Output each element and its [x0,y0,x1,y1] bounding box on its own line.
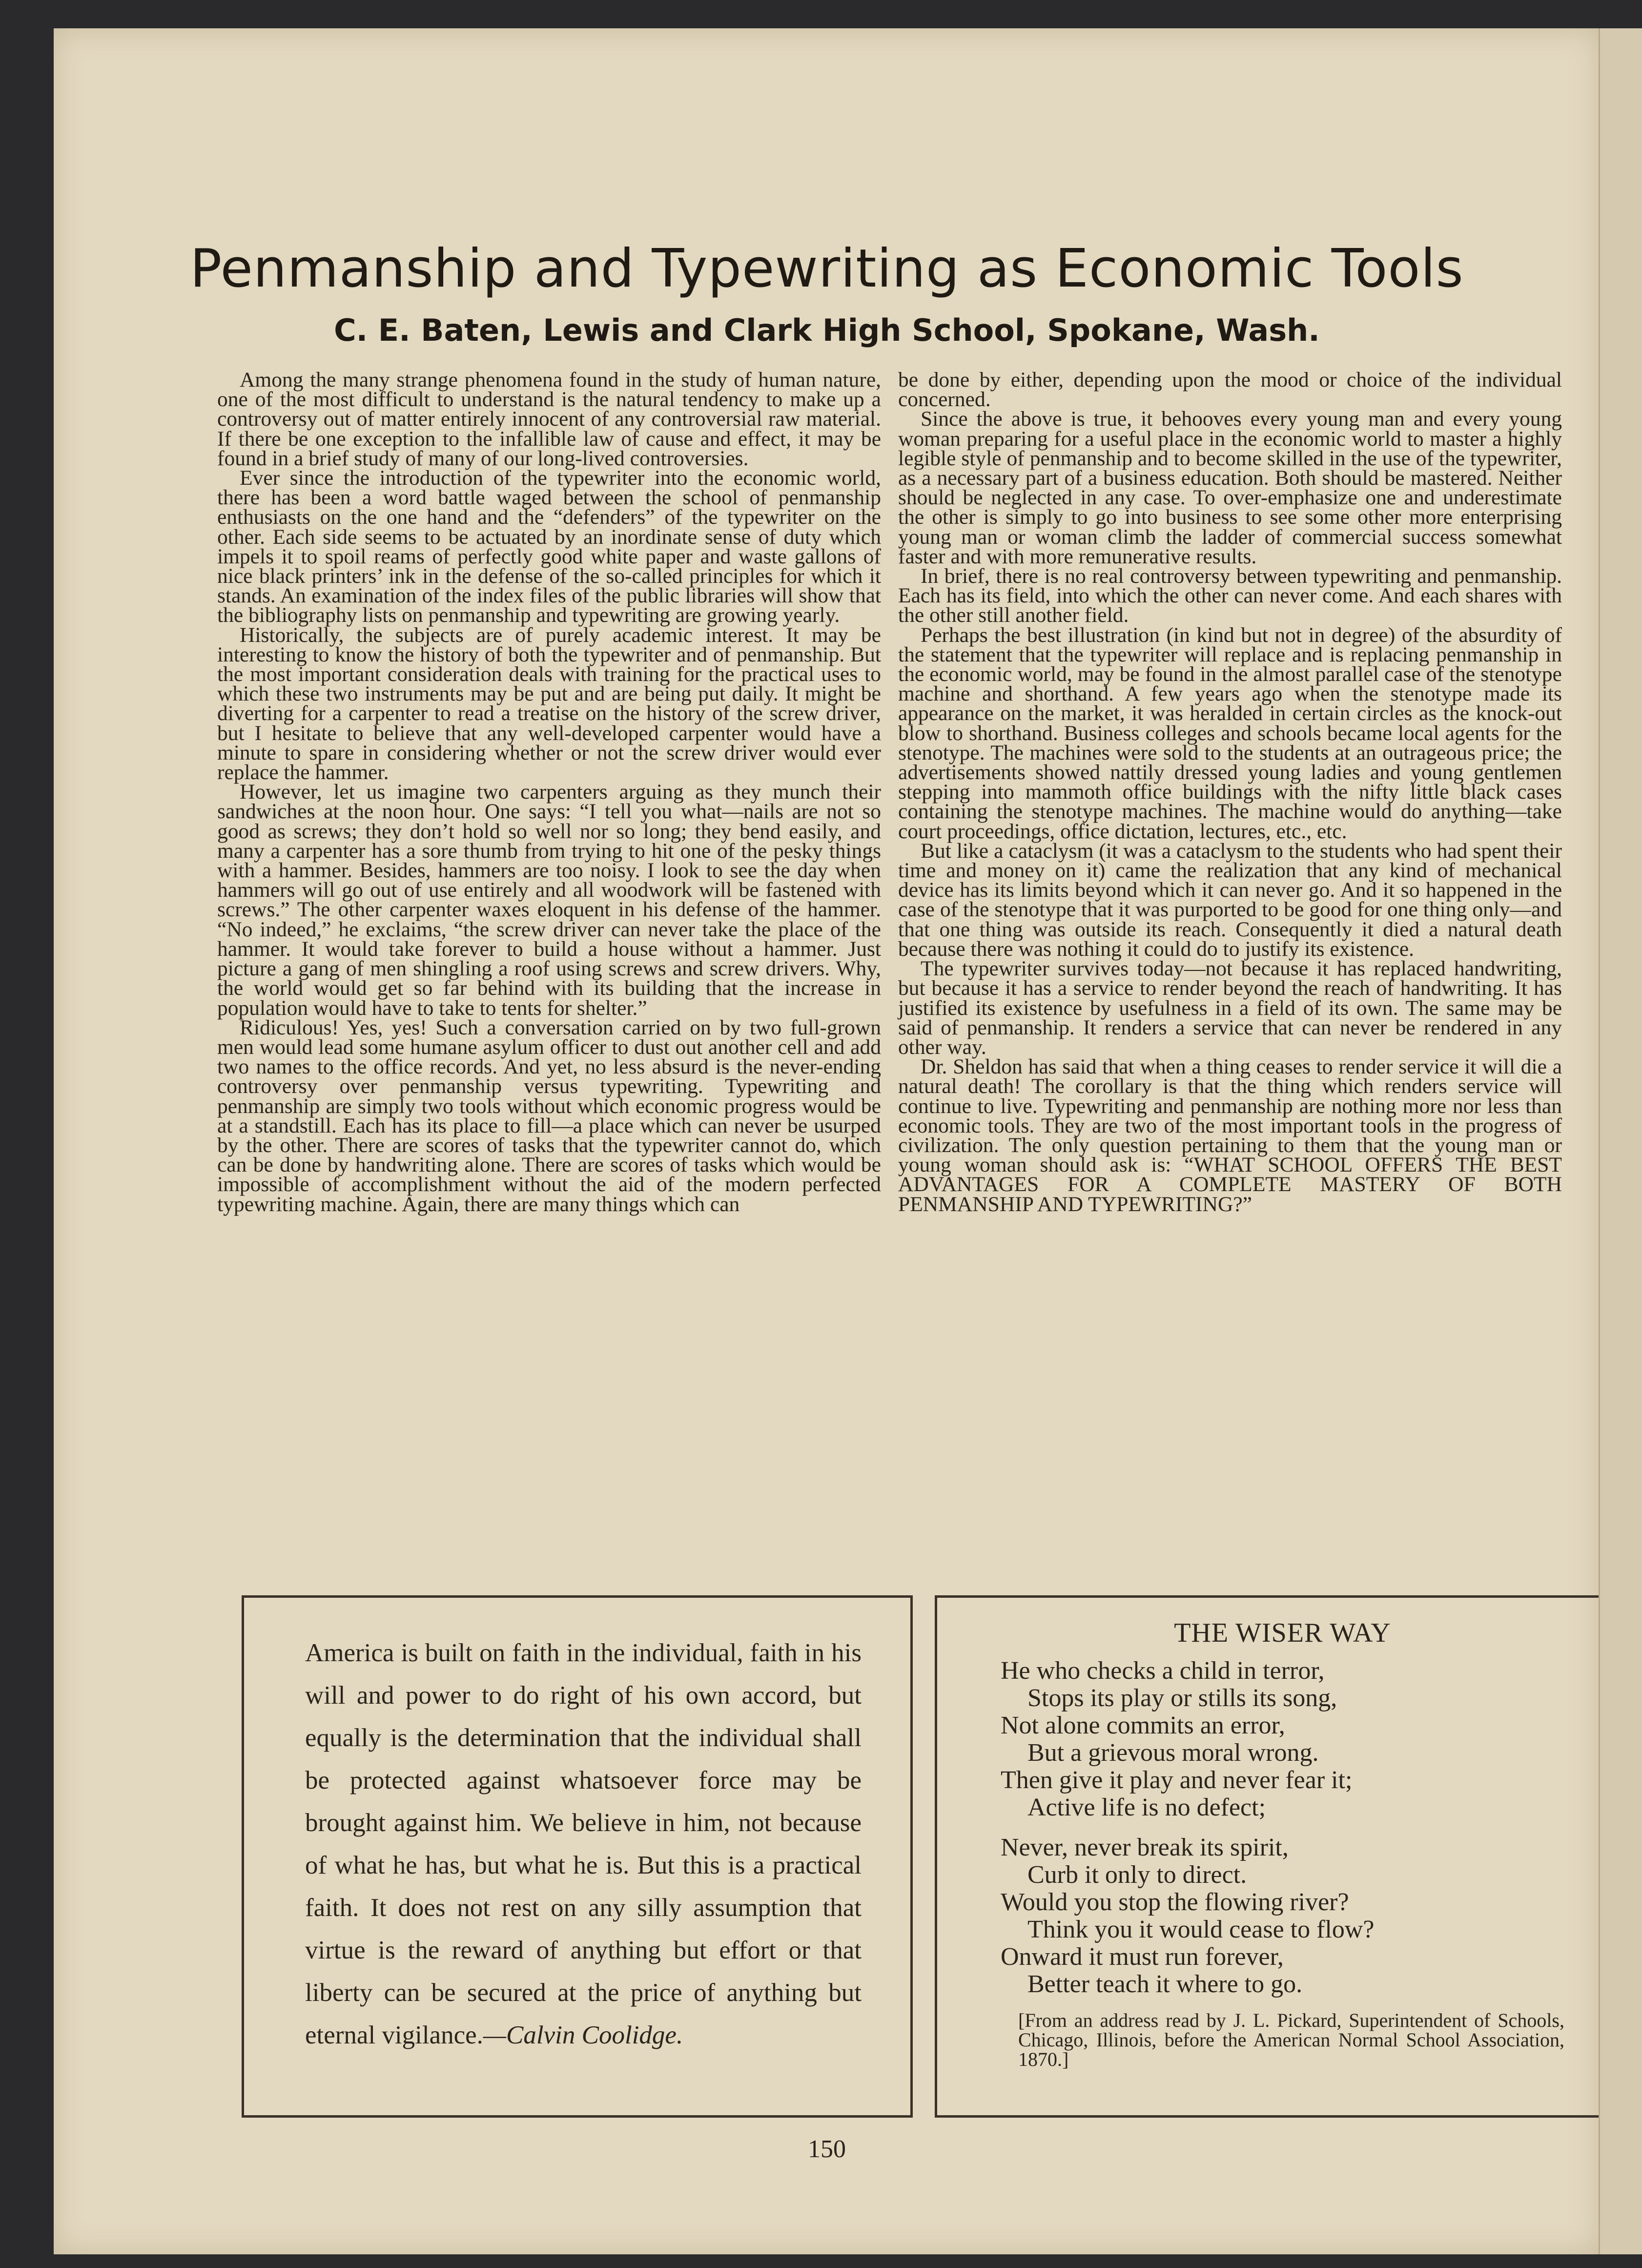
poem-title: THE WISER WAY [1174,1618,1391,1648]
poem-line: Better teach it where to go. [1027,1970,1303,1998]
poem-stanza [1001,1834,1564,1998]
paragraph: Ridiculous! Yes, yes! Such a conversation carried on by two full-grown men would lead some humane asylum officer to dust out another cell and add two names to the office records. And yet, no less absurd is the never-ending controversy over penmanship versus typewriting. Typewriting and penmanship are simply two tools without which economic progress would be at a standstill. Each has its place to fill—a place which can never be usurped by the other. There are scores of tasks that the typewriter cannot do, which can be done by handwriting alone. There are scores of tasks which would be impossible of accomplishment without the aid of the modern perfected typewriting machine. Again, there are many things which can [217,1015,881,1216]
paragraph-continuation: be done by either, depending upon the mood or choice of the individual concerned. [898,368,1562,412]
poem-box [935,1595,1606,2118]
poem-line: But a grievous moral wrong. [1027,1739,1319,1767]
poem-line: He who checks a child in terror, [1001,1657,1325,1685]
poem-line: Never, never break its spirit, [1001,1834,1289,1861]
paragraph: Perhaps the best illustration (in kind but not in degree) of the absurdity of the statement that the typewriter will replace and is replacing penmanship in the economic world, may be found in the almost parallel case of the stenotype machine and shorthand. A few years ago when the stenotype made its appearance on the market, it was heralded in certain circles as the knock-out blow to shorthand. Business colleges and schools became local agents for the stenotype. The machines were sold to the students at an outrageous price; the advertisements showed nattily dressed young ladies and young gentlemen stepping into mammoth office buildings with the nifty little black cases containing the stenotype machines. The machine would do anything—take court proceedings, office dictation, lectures, etc., etc. [898,623,1562,843]
poem-line: Onward it must run forever, [1001,1943,1284,1971]
paragraph: However, let us imagine two carpenters arguing as they munch their sandwiches at the noon hour. One says: “I tell you what—nails are not so good as screws; they don’t hold so well nor so long; they bend easily, and many a carpenter has a sore thumb from trying to hit one of the pesky things with a hammer. Besides, hammers are too noisy. I look to see the day when hammers will go out of use entirely and all woodwork will be fastened with screws.” The other carpenter waxes eloquent in his defense of the hammer. “No indeed,” he exclaims, “the screw driver can never take the place of the hammer. It would take forever to build a house without a hammer. Just picture a gang of men shingling a roof using screws and screw drivers. Why, the world would get so far behind with its building that the increase in population would have to take to tents for shelter.” [217,780,881,1020]
right-column [898,370,1562,1214]
paragraph: But like a cataclysm (it was a cataclysm to the students who had spent their time and money on it) came the realization that any kind of mechanical device has its limits beyond which it can never go. And it so happened in the case of the stenotype that it was purported to be good for one thing only—and that one thing was outside its reach. Consequently it died a natural death because there was nothing it could do to justify its existence. [898,839,1562,961]
page-sheet [54,28,1600,2254]
poem-source-note: [From an address read by J. L. Pickard, Superintendent of Schools, Chicago, Illinois, before the American Normal School Association, 1870.] [1018,2009,1564,2070]
quote-body: America is built on faith in the individual, faith in his will and power to do right of his own accord, but equally is the determination that the individual shall be protected against whatsoever force may be brought against him. We believe in him, not because of what he has, but what he is. But this is a practical faith. It does not rest on any silly assumption that virtue is the reward of anything but effort or that liberty can be secured at the price of anything but eternal vigilance. [305,1639,862,2049]
poem-line: Active life is no defect; [1027,1794,1266,1821]
paragraph: Ever since the introduction of the typewriter into the economic world, there has been a word battle waged between the school of penmanship enthusiasts on the one hand and the “defenders” of the typewriter on the other. Each side seems to be actuated by an inordinate sense of duty which impels it to spoil reams of perfectly good white paper and waste gallons of nice black printers’ ink in the defense of the so-called principles for which it stands. An examination of the index files of the public libraries will show that the bibliography lists on penmanship and typewriting are growing yearly. [217,466,881,627]
quote-text [305,1632,862,2057]
poem-line: Would you stop the flowing river? [1001,1888,1349,1916]
paragraph: The typewriter survives today—not because it has replaced handwriting, but because it has a service to render beyond the reach of handwriting. It has justified its existence by usefulness in a field of its own. The same may be said of penmanship. It renders a service that can never be rendered in any other way. [898,957,1562,1059]
adjacent-page-edge [1599,28,1642,2254]
poem-line: Not alone commits an error, [1001,1711,1285,1739]
article-title: Penmanship and Typewriting as Economic Tools [190,238,1464,299]
poem-line: Stops its play or stills its song, [1027,1684,1337,1712]
article-byline: C. E. Baten, Lewis and Clark High School, Spokane, Wash. [334,312,1320,348]
left-column [217,370,881,1214]
poem-line: Then give it play and never fear it; [1001,1766,1353,1794]
page-number: 150 [808,2135,846,2163]
paragraph: Dr. Sheldon has said that when a thing ceases to render service it will die a natural death! The corollary is that the thing which renders service will continue to live. Typewriting and penmanship are nothing more nor less than economic tools. They are two of the most important tools in the progress of civilization. The only question pertaining to them that the young man or young woman should ask is: “WHAT SCHOOL OFFERS THE BEST ADVANTAGES FOR A COMPLETE MASTERY OF BOTH PENMANSHIP AND TYPEWRITING?” [898,1055,1562,1216]
paragraph: Among the many strange phenomena found in the study of human nature, one of the most difficult to understand is the natural tendency to make up a controversy out of matter entirely innocent of any controversial raw material. If there be one exception to the infallible law of cause and effect, it may be found in a brief study of many of our long-lived controversies. [217,368,881,470]
poem-stanza [1001,1657,1564,1821]
paragraph: Historically, the subjects are of purely academic interest. It may be interesting to know the history of both the typewriter and of penmanship. But the most important consideration deals with training for the practical uses to which these two instruments may be put and are being put daily. It might be diverting for a carpenter to read a treatise on the history of the screw driver, but I hesitate to believe that any well-developed carpenter would have a minute to spare in considering whether or not the screw driver would ever replace the hammer. [217,623,881,784]
quote-attribution: —Calvin Coolidge. [483,2021,683,2049]
poem-line: Curb it only to direct. [1027,1861,1247,1889]
paragraph: Since the above is true, it behooves every young man and every young woman preparing for a useful place in the economic world to master a highly legible style of penmanship and to become skilled in the use of the typewriter, as a necessary part of a business education. Both should be mastered. Neither should be neglected in any case. To over-emphasize one and underestimate the other is simply to go into business to see some other more enterprising young man or woman climb the ladder of commercial success somewhat faster and with more remunerative results. [898,407,1562,568]
paragraph: In brief, there is no real controversy between typewriting and penmanship. Each has its field, into which the other can never come. And each shares with the other still another field. [898,564,1562,627]
poem-line: Think you it would cease to flow? [1027,1916,1375,1943]
quote-box [242,1595,913,2118]
